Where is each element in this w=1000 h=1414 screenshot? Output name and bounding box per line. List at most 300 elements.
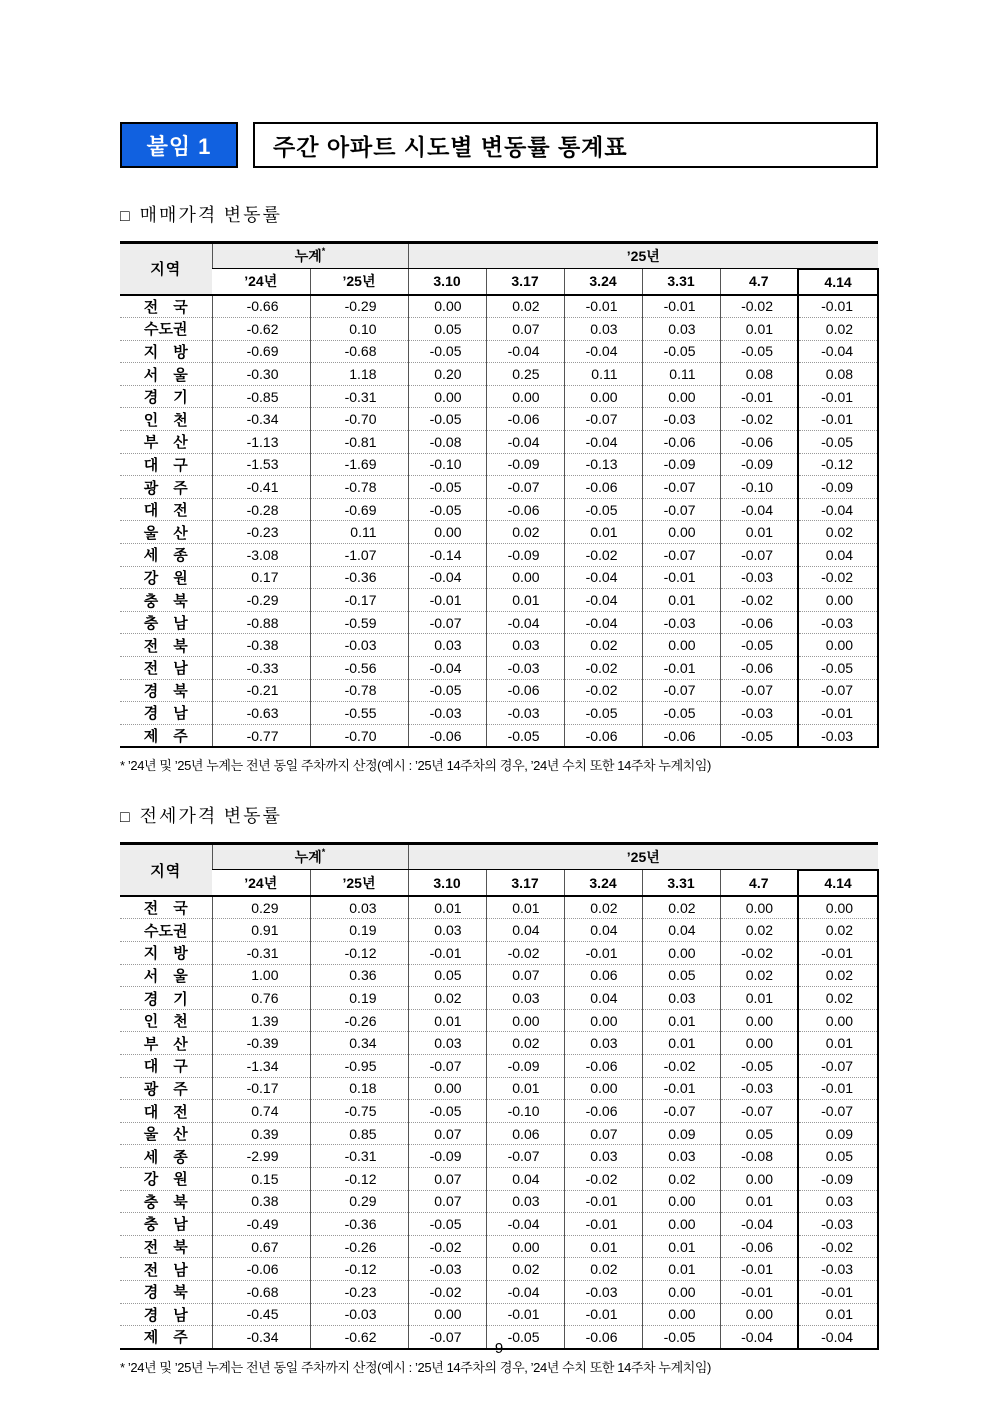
value-cell: -0.01 xyxy=(642,566,720,589)
value-cell: -0.12 xyxy=(310,1168,408,1191)
value-cell: -0.29 xyxy=(212,589,310,612)
value-cell: -0.02 xyxy=(720,295,798,318)
value-cell: 0.07 xyxy=(408,1190,486,1213)
value-cell: 0.02 xyxy=(564,634,642,657)
value-cell: 0.00 xyxy=(642,1303,720,1326)
value-cell: -0.23 xyxy=(310,1280,408,1303)
value-cell: -0.01 xyxy=(564,1213,642,1236)
value-cell: -0.04 xyxy=(564,431,642,454)
table-row xyxy=(120,363,878,386)
value-cell: 0.00 xyxy=(798,589,878,612)
value-cell: -1.07 xyxy=(310,544,408,567)
value-cell: 0.00 xyxy=(408,521,486,544)
value-cell: 0.67 xyxy=(212,1235,310,1258)
value-cell: -0.01 xyxy=(798,702,878,725)
value-cell: -0.31 xyxy=(212,942,310,965)
value-cell: 0.08 xyxy=(720,363,798,386)
page-content xyxy=(120,122,878,1376)
value-cell: -0.02 xyxy=(798,566,878,589)
value-cell: -0.04 xyxy=(564,340,642,363)
value-cell: -0.04 xyxy=(486,340,564,363)
value-cell: -0.04 xyxy=(720,498,798,521)
value-cell: -0.01 xyxy=(798,1280,878,1303)
value-cell: -0.62 xyxy=(212,318,310,341)
value-cell: -0.07 xyxy=(720,544,798,567)
table-header-row-1 xyxy=(120,243,878,269)
square-bullet-icon: □ xyxy=(120,208,132,225)
region-cell: 제 주 xyxy=(120,1326,212,1349)
value-cell: -0.01 xyxy=(798,408,878,431)
value-cell: 0.00 xyxy=(408,295,486,318)
column-header-y24: ’24년 xyxy=(212,269,310,295)
value-cell: 1.39 xyxy=(212,1009,310,1032)
value-cell: -0.09 xyxy=(798,1168,878,1191)
region-cell: 경 기 xyxy=(120,987,212,1010)
value-cell: 0.00 xyxy=(408,385,486,408)
value-cell: -0.06 xyxy=(720,431,798,454)
region-cell: 인 천 xyxy=(120,408,212,431)
value-cell: -0.02 xyxy=(720,942,798,965)
value-cell: 0.74 xyxy=(212,1100,310,1123)
value-cell: -0.04 xyxy=(486,431,564,454)
table-row xyxy=(120,1032,878,1055)
table-footnote: * ’24년 및 ’25년 누계는 전년 동일 주차까지 산정(예시 : ’25년 14주차의 경우, ’24년 수치 또한 14주차 누계치임) xyxy=(120,1359,711,1375)
value-cell: 0.02 xyxy=(408,987,486,1010)
value-cell: -0.03 xyxy=(798,724,878,747)
region-cell: 대 구 xyxy=(120,1055,212,1078)
region-cell: 충 남 xyxy=(120,1213,212,1236)
value-cell: -1.34 xyxy=(212,1055,310,1078)
value-cell: -0.05 xyxy=(642,702,720,725)
value-cell: 0.17 xyxy=(212,566,310,589)
table-row xyxy=(120,702,878,725)
region-cell: 세 종 xyxy=(120,544,212,567)
value-cell: 0.07 xyxy=(486,318,564,341)
value-cell: -0.07 xyxy=(408,1055,486,1078)
value-cell: -0.06 xyxy=(486,408,564,431)
value-cell: -0.03 xyxy=(720,1077,798,1100)
value-cell: 0.85 xyxy=(310,1122,408,1145)
value-cell: -0.01 xyxy=(642,657,720,680)
table-row xyxy=(120,1235,878,1258)
value-cell: -0.21 xyxy=(212,679,310,702)
value-cell: -0.03 xyxy=(798,1213,878,1236)
value-cell: 0.03 xyxy=(642,1145,720,1168)
value-cell: 0.18 xyxy=(310,1077,408,1100)
region-cell: 경 남 xyxy=(120,702,212,725)
value-cell: -0.05 xyxy=(642,1326,720,1349)
region-cell: 지 방 xyxy=(120,942,212,965)
table-row xyxy=(120,1055,878,1078)
column-header-week: 4.7 xyxy=(720,870,798,896)
value-cell: -0.07 xyxy=(486,1145,564,1168)
table-row xyxy=(120,566,878,589)
value-cell: 0.39 xyxy=(212,1122,310,1145)
region-cell: 지 방 xyxy=(120,340,212,363)
value-cell: -0.02 xyxy=(408,1280,486,1303)
region-cell: 서 울 xyxy=(120,363,212,386)
value-cell: 0.02 xyxy=(642,1168,720,1191)
value-cell: 0.04 xyxy=(564,919,642,942)
value-cell: -0.06 xyxy=(486,498,564,521)
value-cell: -0.17 xyxy=(212,1077,310,1100)
value-cell: -0.01 xyxy=(720,1280,798,1303)
value-cell: -0.04 xyxy=(564,566,642,589)
table-header-row-2 xyxy=(120,269,878,295)
column-header-year-band: ’25년 xyxy=(408,243,878,269)
region-cell: 강 원 xyxy=(120,566,212,589)
value-cell: -0.03 xyxy=(310,1303,408,1326)
value-cell: 0.01 xyxy=(408,1009,486,1032)
value-cell: -0.06 xyxy=(212,1258,310,1281)
value-cell: 0.38 xyxy=(212,1190,310,1213)
table-row xyxy=(120,657,878,680)
value-cell: 0.02 xyxy=(720,964,798,987)
value-cell: -0.09 xyxy=(486,1055,564,1078)
region-cell: 울 산 xyxy=(120,521,212,544)
value-cell: 0.04 xyxy=(798,544,878,567)
section-title-sale xyxy=(120,201,878,227)
region-cell: 전 북 xyxy=(120,1235,212,1258)
value-cell: -0.02 xyxy=(798,1235,878,1258)
table-row xyxy=(120,340,878,363)
value-cell: 0.01 xyxy=(642,589,720,612)
value-cell: -0.77 xyxy=(212,724,310,747)
value-cell: -0.05 xyxy=(564,498,642,521)
value-cell: -0.01 xyxy=(798,385,878,408)
value-cell: -0.06 xyxy=(720,657,798,680)
value-cell: -0.01 xyxy=(798,1077,878,1100)
table-row xyxy=(120,634,878,657)
value-cell: 0.03 xyxy=(408,634,486,657)
value-cell: -0.23 xyxy=(212,521,310,544)
column-header-year-band: ’25년 xyxy=(408,844,878,870)
value-cell: 0.10 xyxy=(310,318,408,341)
value-cell: 0.03 xyxy=(564,318,642,341)
value-cell: -0.01 xyxy=(798,942,878,965)
region-cell: 경 북 xyxy=(120,679,212,702)
value-cell: 0.08 xyxy=(798,363,878,386)
section-title-jeonse xyxy=(120,802,878,828)
value-cell: 0.02 xyxy=(798,521,878,544)
value-cell: -0.05 xyxy=(408,1213,486,1236)
region-cell: 광 주 xyxy=(120,476,212,499)
value-cell: -0.31 xyxy=(310,385,408,408)
value-cell: -0.05 xyxy=(798,657,878,680)
value-cell: 0.01 xyxy=(408,896,486,919)
value-cell: 0.36 xyxy=(310,964,408,987)
value-cell: -0.09 xyxy=(486,544,564,567)
value-cell: -0.45 xyxy=(212,1303,310,1326)
value-cell: 0.07 xyxy=(564,1122,642,1145)
column-header-week: 3.24 xyxy=(564,269,642,295)
value-cell: 0.05 xyxy=(642,964,720,987)
value-cell: 1.00 xyxy=(212,964,310,987)
table-row xyxy=(120,521,878,544)
value-cell: 0.04 xyxy=(564,987,642,1010)
value-cell: -0.01 xyxy=(486,1303,564,1326)
value-cell: -0.07 xyxy=(642,1100,720,1123)
region-cell: 수도권 xyxy=(120,919,212,942)
value-cell: -0.55 xyxy=(310,702,408,725)
value-cell: -0.33 xyxy=(212,657,310,680)
value-cell: -0.04 xyxy=(408,566,486,589)
value-cell: 0.11 xyxy=(564,363,642,386)
value-cell: 0.01 xyxy=(642,1235,720,1258)
table-row xyxy=(120,896,878,919)
table-row xyxy=(120,476,878,499)
value-cell: -0.02 xyxy=(642,1055,720,1078)
value-cell: -0.56 xyxy=(310,657,408,680)
value-cell: -0.06 xyxy=(564,1326,642,1349)
table-row xyxy=(120,1145,878,1168)
region-cell: 경 북 xyxy=(120,1280,212,1303)
value-cell: 0.00 xyxy=(564,1077,642,1100)
value-cell: -0.06 xyxy=(642,431,720,454)
value-cell: 0.02 xyxy=(486,1032,564,1055)
table-row xyxy=(120,453,878,476)
region-cell: 인 천 xyxy=(120,1009,212,1032)
value-cell: -0.88 xyxy=(212,611,310,634)
value-cell: -0.69 xyxy=(212,340,310,363)
value-cell: -0.04 xyxy=(486,1280,564,1303)
value-cell: -0.09 xyxy=(408,1145,486,1168)
table-row xyxy=(120,1280,878,1303)
value-cell: -0.07 xyxy=(642,498,720,521)
table-row xyxy=(120,1122,878,1145)
value-cell: -3.08 xyxy=(212,544,310,567)
value-cell: 0.06 xyxy=(564,964,642,987)
footnote-marker: * xyxy=(321,847,326,858)
value-cell: -0.10 xyxy=(408,453,486,476)
value-cell: 0.02 xyxy=(798,318,878,341)
region-cell: 전 국 xyxy=(143,900,188,918)
column-header-y25: ’25년 xyxy=(310,870,408,896)
value-cell: -0.04 xyxy=(564,589,642,612)
column-header-week: 3.10 xyxy=(408,870,486,896)
value-cell: -0.29 xyxy=(310,295,408,318)
value-cell: -0.05 xyxy=(486,724,564,747)
value-cell: -0.06 xyxy=(486,679,564,702)
value-cell: -0.85 xyxy=(212,385,310,408)
value-cell: -0.63 xyxy=(212,702,310,725)
value-cell: -0.81 xyxy=(310,431,408,454)
value-cell: -0.02 xyxy=(564,1168,642,1191)
value-cell: -0.10 xyxy=(720,476,798,499)
value-cell: 0.00 xyxy=(486,385,564,408)
value-cell: -0.05 xyxy=(798,431,878,454)
value-cell: -0.68 xyxy=(212,1280,310,1303)
column-header-week: 3.10 xyxy=(408,269,486,295)
value-cell: -0.06 xyxy=(720,1235,798,1258)
value-cell: 0.05 xyxy=(408,318,486,341)
region-cell: 대 구 xyxy=(120,453,212,476)
value-cell: 0.02 xyxy=(486,521,564,544)
region-cell: 전 남 xyxy=(120,1258,212,1281)
table-row xyxy=(120,942,878,965)
value-cell: -0.68 xyxy=(310,340,408,363)
value-cell: -0.13 xyxy=(564,453,642,476)
column-header-week: 3.17 xyxy=(486,269,564,295)
value-cell: -0.03 xyxy=(642,611,720,634)
value-cell: -0.02 xyxy=(720,408,798,431)
value-cell: 0.20 xyxy=(408,363,486,386)
value-cell: -0.26 xyxy=(310,1235,408,1258)
value-cell: 0.00 xyxy=(564,385,642,408)
table-row xyxy=(120,544,878,567)
table-row xyxy=(120,318,878,341)
value-cell: -0.34 xyxy=(212,408,310,431)
value-cell: -0.07 xyxy=(408,1326,486,1349)
page-number: - 9 - xyxy=(481,1340,519,1357)
table-row xyxy=(120,385,878,408)
value-cell: 0.01 xyxy=(642,1032,720,1055)
value-cell: -0.03 xyxy=(798,1258,878,1281)
value-cell: -0.01 xyxy=(564,1190,642,1213)
value-cell: -0.66 xyxy=(212,295,310,318)
value-cell: 0.01 xyxy=(486,896,564,919)
value-cell: 0.01 xyxy=(798,1303,878,1326)
value-cell: -0.07 xyxy=(642,476,720,499)
value-cell: 0.09 xyxy=(798,1122,878,1145)
value-cell: 0.00 xyxy=(486,566,564,589)
value-cell: 0.07 xyxy=(486,964,564,987)
value-cell: -0.70 xyxy=(310,724,408,747)
value-cell: -0.06 xyxy=(408,724,486,747)
value-cell: -0.01 xyxy=(720,1258,798,1281)
value-cell: -0.06 xyxy=(564,1100,642,1123)
value-cell: 0.00 xyxy=(486,1009,564,1032)
value-cell: -0.69 xyxy=(310,498,408,521)
value-cell: -0.07 xyxy=(564,408,642,431)
value-cell: 0.05 xyxy=(720,1122,798,1145)
value-cell: 0.00 xyxy=(798,896,878,919)
table-row xyxy=(120,408,878,431)
value-cell: -0.08 xyxy=(408,431,486,454)
value-cell: -0.62 xyxy=(310,1326,408,1349)
value-cell: -0.06 xyxy=(564,1055,642,1078)
value-cell: -0.01 xyxy=(642,295,720,318)
value-cell: 0.04 xyxy=(486,919,564,942)
value-cell: -0.36 xyxy=(310,566,408,589)
value-cell: 0.01 xyxy=(564,1235,642,1258)
value-cell: -0.26 xyxy=(310,1009,408,1032)
value-cell: 0.03 xyxy=(310,896,408,919)
region-cell: 충 북 xyxy=(120,1190,212,1213)
column-header-y24: ’24년 xyxy=(212,870,310,896)
value-cell: 0.25 xyxy=(486,363,564,386)
table-row xyxy=(120,1258,878,1281)
value-cell: 0.01 xyxy=(486,1077,564,1100)
column-header-week: 3.17 xyxy=(486,870,564,896)
value-cell: -0.05 xyxy=(408,340,486,363)
region-cell: 충 북 xyxy=(120,589,212,612)
region-cell: 부 산 xyxy=(120,431,212,454)
value-cell: 0.01 xyxy=(720,987,798,1010)
table-row xyxy=(120,679,878,702)
value-cell: -0.04 xyxy=(798,498,878,521)
value-cell: 0.02 xyxy=(798,987,878,1010)
value-cell: 0.03 xyxy=(408,919,486,942)
value-cell: -0.03 xyxy=(720,566,798,589)
value-cell: -0.01 xyxy=(408,942,486,965)
value-cell: -0.06 xyxy=(564,476,642,499)
value-cell: 0.02 xyxy=(564,1258,642,1281)
value-cell: -0.02 xyxy=(564,679,642,702)
table-row xyxy=(120,1190,878,1213)
region-cell: 울 산 xyxy=(120,1122,212,1145)
value-cell: 0.02 xyxy=(720,919,798,942)
table-row xyxy=(120,611,878,634)
value-cell: -0.05 xyxy=(720,340,798,363)
value-cell: 0.03 xyxy=(486,1190,564,1213)
table-row xyxy=(120,589,878,612)
value-cell: 0.06 xyxy=(486,1122,564,1145)
column-header-week: 3.31 xyxy=(642,269,720,295)
value-cell: 0.01 xyxy=(720,318,798,341)
title-bar xyxy=(120,122,878,168)
value-cell: 0.07 xyxy=(408,1122,486,1145)
value-cell: -0.01 xyxy=(564,942,642,965)
value-cell: 0.91 xyxy=(212,919,310,942)
value-cell: 0.00 xyxy=(408,1077,486,1100)
table-row xyxy=(120,1168,878,1191)
value-cell: 0.01 xyxy=(642,1009,720,1032)
value-cell: -0.07 xyxy=(798,679,878,702)
value-cell: -0.06 xyxy=(720,611,798,634)
value-cell: -0.02 xyxy=(486,942,564,965)
value-cell: 0.01 xyxy=(642,1258,720,1281)
value-cell: -0.10 xyxy=(486,1100,564,1123)
value-cell: 0.02 xyxy=(486,295,564,318)
column-header-week-latest: 4.14 xyxy=(798,269,878,295)
value-cell: 1.18 xyxy=(310,363,408,386)
attachment-badge: 붙임 1 xyxy=(120,122,238,168)
value-cell: -0.01 xyxy=(642,1077,720,1100)
value-cell: -0.14 xyxy=(408,544,486,567)
value-cell: -0.07 xyxy=(798,1100,878,1123)
region-cell: 충 남 xyxy=(120,611,212,634)
value-cell: -0.05 xyxy=(720,724,798,747)
value-cell: 0.03 xyxy=(564,1032,642,1055)
value-cell: -0.07 xyxy=(798,1055,878,1078)
table-header-row-2 xyxy=(120,870,878,896)
value-cell: -0.03 xyxy=(564,1280,642,1303)
table-row xyxy=(120,1009,878,1032)
value-cell: -0.05 xyxy=(408,498,486,521)
value-cell: -0.01 xyxy=(564,295,642,318)
value-cell: 0.00 xyxy=(486,1235,564,1258)
value-cell: -0.12 xyxy=(798,453,878,476)
column-header-region: 지역 xyxy=(120,844,212,896)
value-cell: -0.04 xyxy=(564,611,642,634)
value-cell: -0.05 xyxy=(408,476,486,499)
section-title-text: 전세가격 변동률 xyxy=(139,806,282,827)
value-cell: 0.05 xyxy=(798,1145,878,1168)
table-row xyxy=(120,498,878,521)
value-cell: 0.15 xyxy=(212,1168,310,1191)
value-cell: 0.34 xyxy=(310,1032,408,1055)
value-cell: -0.02 xyxy=(564,657,642,680)
value-cell: -0.28 xyxy=(212,498,310,521)
value-cell: 0.29 xyxy=(310,1190,408,1213)
value-cell: -0.09 xyxy=(642,453,720,476)
value-cell: -0.31 xyxy=(310,1145,408,1168)
region-cell: 경 기 xyxy=(120,385,212,408)
region-cell: 대 전 xyxy=(120,1100,212,1123)
value-cell: 0.29 xyxy=(212,896,310,919)
table-header-row-1 xyxy=(120,844,878,870)
